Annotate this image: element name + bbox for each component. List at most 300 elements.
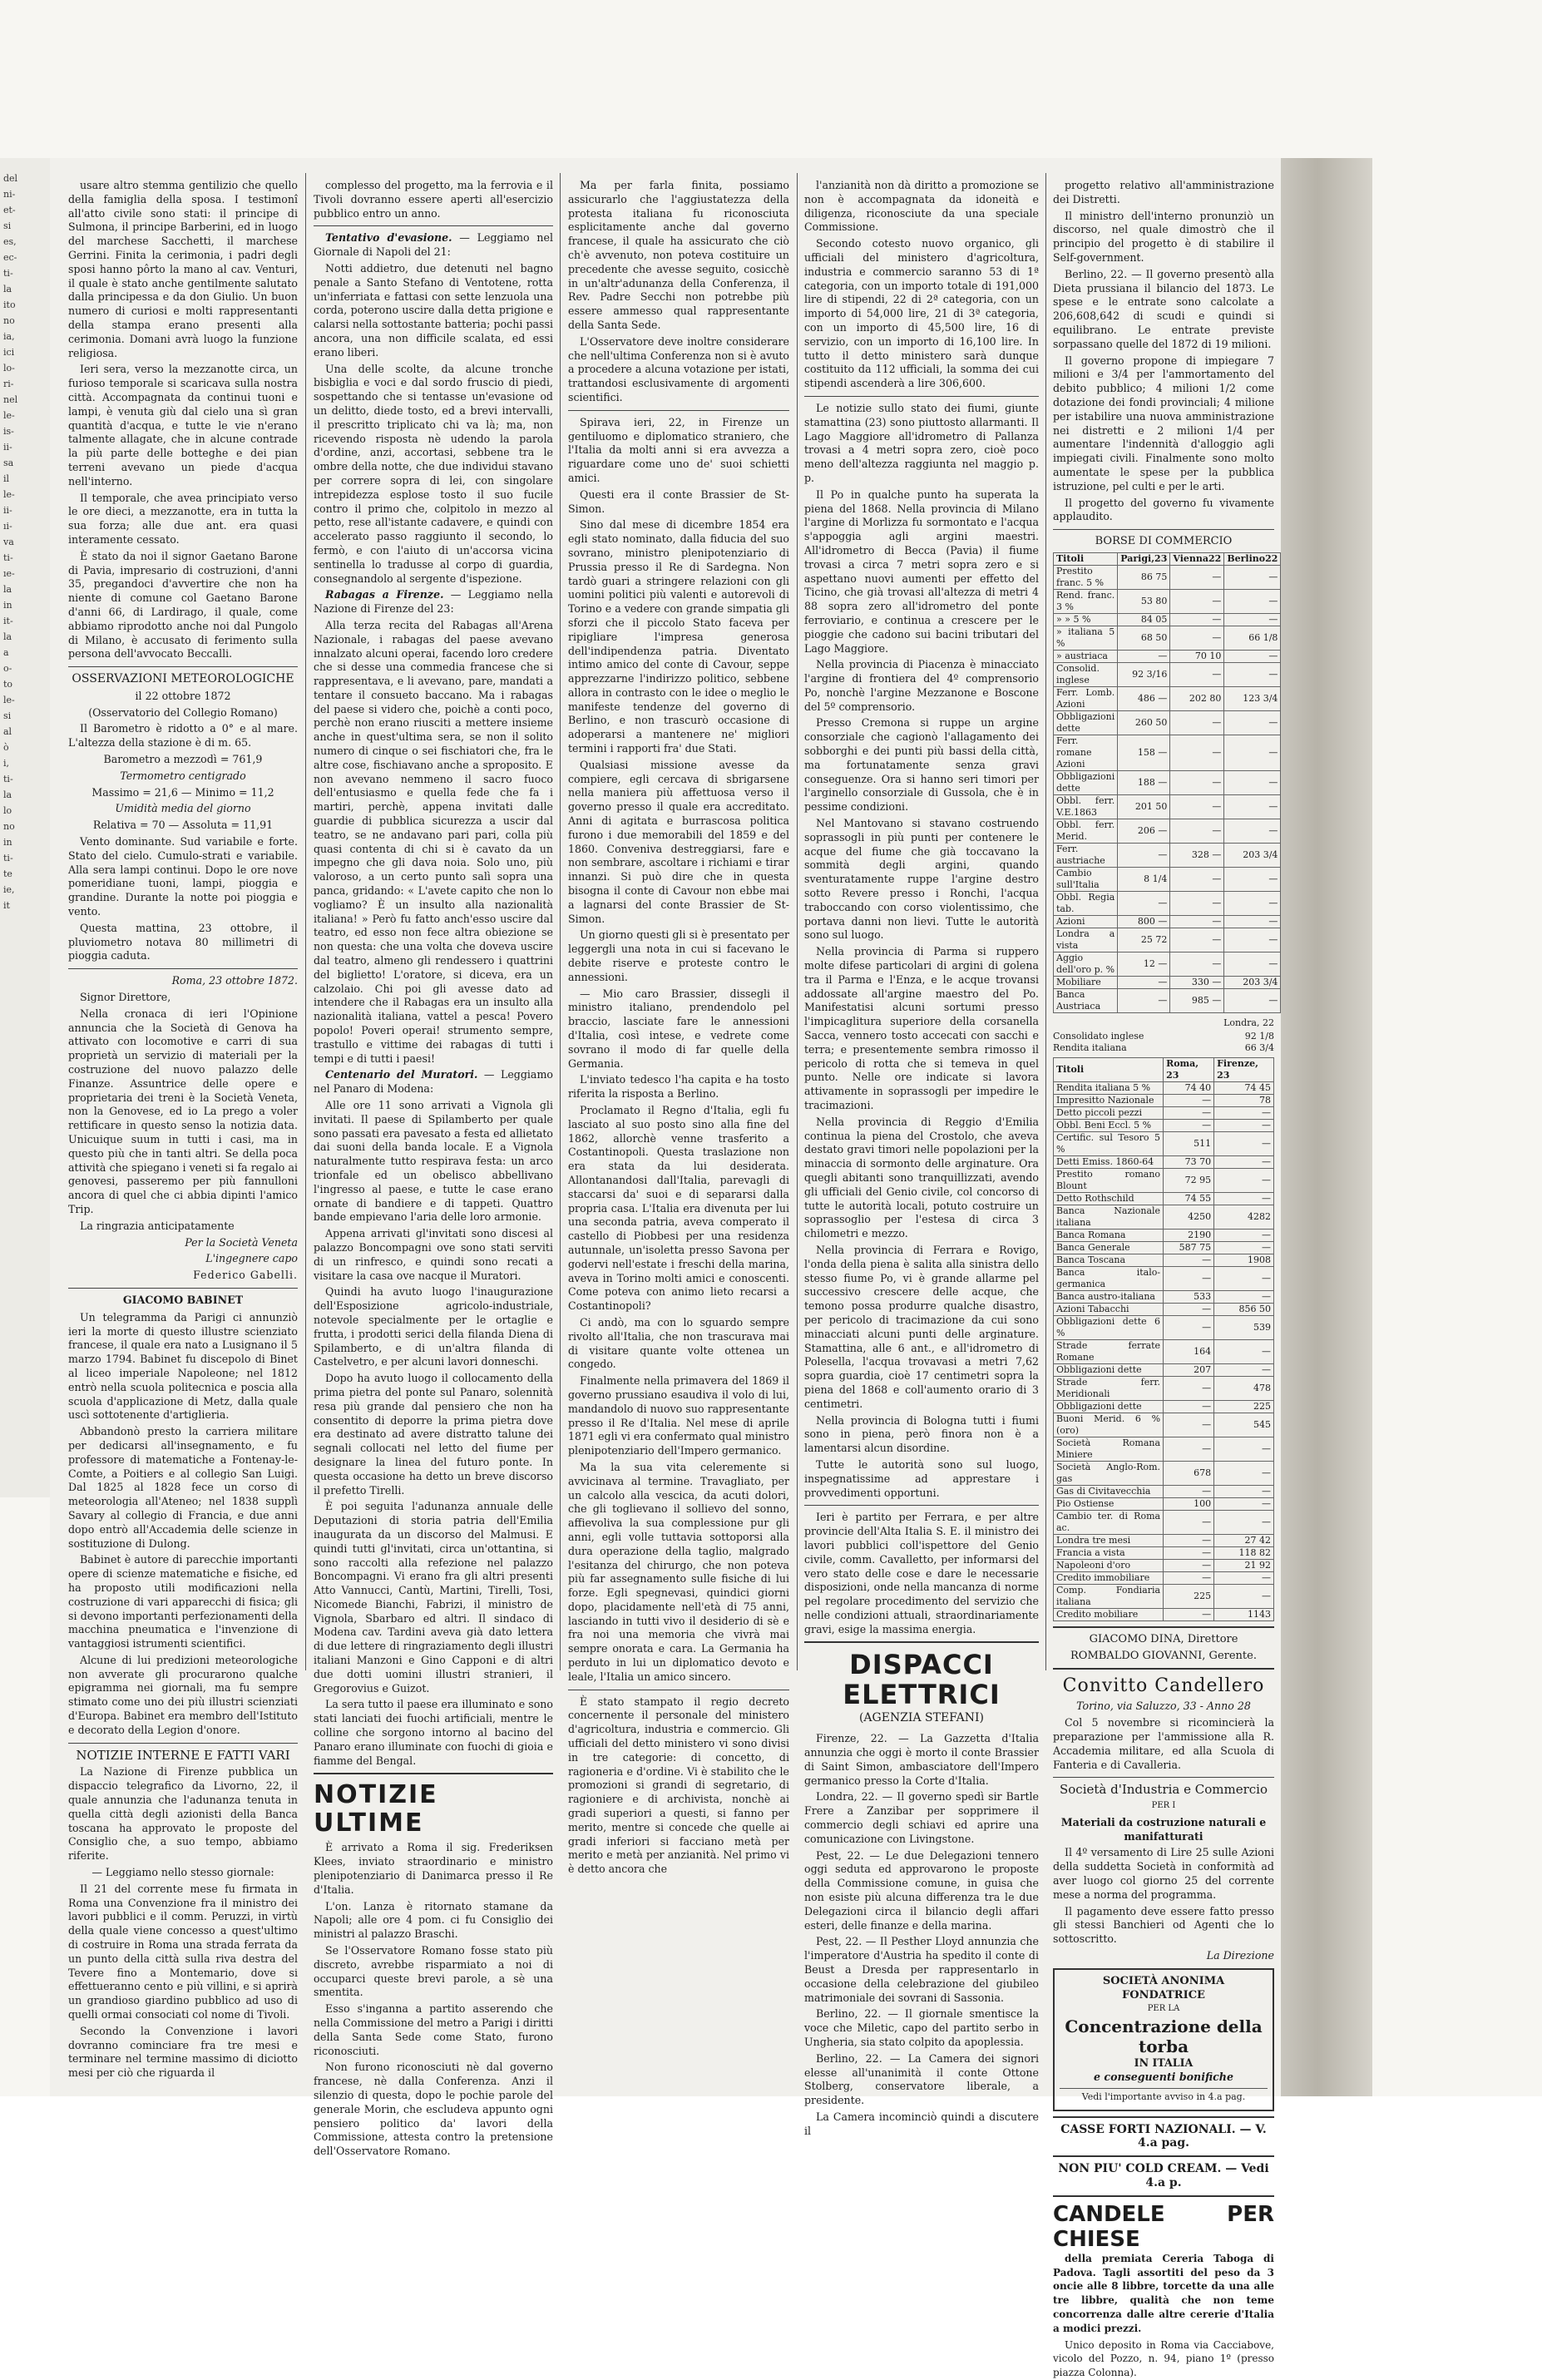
divider bbox=[1053, 1626, 1274, 1628]
londra-rows bbox=[1053, 1031, 1274, 1054]
table-cell: — bbox=[1164, 1437, 1214, 1461]
table-cell: 84 05 bbox=[1118, 613, 1170, 626]
table-cell: 100 bbox=[1164, 1497, 1214, 1510]
paragraph: Babinet è autore di parecchie importanti opere di scienze matematiche e fisiche, ed ha proposto utili modificazioni nella costruzione di vari apparecchi di fisica; gli si devono importanti perfezionamenti della macchina pneumatica e l'invenzione di vantaggiosi istrumenti scientifici. bbox=[68, 1553, 298, 1650]
table-cell: — bbox=[1224, 915, 1281, 928]
table-row bbox=[1054, 1437, 1274, 1461]
table-cell: — bbox=[1164, 1413, 1214, 1437]
table-header-cell: Titoli bbox=[1054, 552, 1118, 565]
notizie-interne-title: NOTIZIE INTERNE E FATTI VARI bbox=[76, 1747, 290, 1763]
table-cell: — bbox=[1224, 650, 1281, 662]
table-cell: Obbligazioni dette bbox=[1054, 1400, 1164, 1413]
fragment-text: la bbox=[3, 789, 12, 800]
letter-signature: Per la Società Veneta bbox=[185, 1235, 298, 1249]
convitto-text: Col 5 novembre si ricomincierà la preparazione per l'ammissione alla R. Accademia militare, ed alla Scuola di Fanteria e di Cavalleria. bbox=[1053, 1716, 1274, 1771]
table-cell: 86 75 bbox=[1118, 565, 1170, 589]
table-cell: 260 50 bbox=[1118, 710, 1170, 735]
table-row bbox=[1054, 1497, 1274, 1510]
table-row bbox=[1054, 1546, 1274, 1559]
table-cell: 478 bbox=[1214, 1376, 1274, 1400]
table-header-cell: Firenze, 23 bbox=[1214, 1057, 1274, 1081]
table-cell: 800 — bbox=[1118, 915, 1170, 928]
table-row bbox=[1054, 1400, 1274, 1413]
letter-signature: L'ingegnere capo bbox=[205, 1252, 298, 1265]
paragraph: Alla terza recita del Rabagas all'Arena Nazionale, i rabagas del paese avevano innalzato alcuni operai, facendo loro credere che si desse una commedia francese che si rappresentava, e li avevano, pare, mandati a tentare il consueto baccano. Ma i rabagas del paese si videro che, poichè a conti poco, perchè non erano riusciti a mettere insieme anche in quest'ultima sera, se non il solito numero di cinque o sei fischiatori che, fra le altre cose, fischiavano anche a sproposito. E non avevano nemmeno il sacro fuoco dell'entusiasmo e quella fede che fa i martiri, perchè, appena invitati dalle guardie di pubblica sicurezza a uscir dal teatro, se ne andavano pari pari, colla più quasi contenta di chi si è cavato da un impegno che gli dava noia. Solo uno, più valoroso, a un certo punto salì sopra una panca, gridando: « L'avete capito che non lo vogliamo? È un insulto alla nazionalità italiana! » Però fu fatto anch'esso uscire dal teatro, ed esso non fece altra obiezione se non questa: che una volta che doveva uscire dal teatro, almeno gli rendessero i quattrini del biglietto! L'oratore, si diceva, era un calzolaio. Chi poi gli avesse dato ad intendere che il Rabagas era un insulto alla nazionalità italiana, vattel a pesca! Povero popolo! Poveri operai! strumento sempre, trastullo e vittime dei rabagas di tutti i tempi e di tutti i paesi! bbox=[314, 618, 553, 1065]
paragraph: Finalmente nella primavera del 1869 il governo prussiano esaudiva il volo di lui, mandandolo di nuovo suo rappresentante presso il Re d'Italia. Nel mese di aprile 1871 egli vi era confermato qual ministro plenipotenziario dell'Impero germanico. bbox=[568, 1374, 789, 1457]
paragraph: È stato stampato il regio decreto concernente il personale del ministero d'agricoltura, industria e commercio. Gli ufficiali del detto ministero vi sono divisi in tre categorie: di concetto, di ragioneria e d'ordine. Vi è stabilito che le promozioni si grandi di segretario, di ragioniere e di archivista, nonchè ai gradi superiori a questi, si fanno per merito, mentre si concede che quelle ai gradi inferiori si facciano metà per merito e metà per anzianità. Nel primo vi è detto ancora che bbox=[568, 1695, 789, 1876]
table-row bbox=[1054, 891, 1281, 915]
rabagas-title: Rabagas a Firenze. bbox=[325, 588, 444, 601]
paragraph: Ci andò, ma con lo sguardo sempre rivolto all'Italia, che non trascurava mai di visitare quante volte ottenea un congedo. bbox=[568, 1315, 789, 1371]
table-cell: 25 72 bbox=[1118, 928, 1170, 952]
divider bbox=[1053, 1777, 1274, 1778]
table-cell: Francia a vista bbox=[1054, 1546, 1164, 1559]
londra-cell: 92 1/8 bbox=[1244, 1030, 1274, 1042]
table-row bbox=[1054, 1290, 1274, 1303]
torba-title: Concentrazione della torba bbox=[1065, 2016, 1263, 2057]
paragraph: usare altro stemma gentilizio che quello della famiglia della sposa. I testimonî all'atto civile sono stati: il principe di Sulmona, il principe Barberini, ed in luogo del marchese Sacchetti, il marchese Gerrini. Finita la cerimonia, i padri degli sposi hanno pôrto la mano al cav. Venturi, il quale è stato anche gentilmente salutato dalla principessa e da don Giulio. Un buon numero di curiosi e molti rappresentanti della stampa erano presenti alla cerimonia. Domani avrà luogo la funzione religiosa. bbox=[68, 179, 298, 359]
table-row bbox=[1054, 1266, 1274, 1290]
londra-cell: 66 3/4 bbox=[1244, 1042, 1274, 1053]
table-cell: — bbox=[1118, 988, 1170, 1012]
dispatch: Firenze, 22. — La Gazzetta d'Italia annunzia che oggi è morto il conte Brassier di Saint Simon, ambasciatore dell'Impero germanico presso la Corte d'Italia. bbox=[804, 1732, 1039, 1787]
table-cell: Strade ferr. Meridionali bbox=[1054, 1376, 1164, 1400]
table-cell: 68 50 bbox=[1118, 626, 1170, 650]
fragment-text: del bbox=[3, 173, 18, 184]
table-cell: 533 bbox=[1164, 1290, 1214, 1303]
candele-deposit: Unico deposito in Roma via Cacciabove, vicolo del Pozzo, n. 94, piano 1º (presso piazza Colonna). bbox=[1053, 2338, 1274, 2379]
table-cell: 203 3/4 bbox=[1224, 843, 1281, 867]
table-row bbox=[1054, 1363, 1274, 1376]
candele-text: della premiata Cereria Taboga di Padova. Tagli assortiti del peso da 3 oncie alle 8 libbre, torcette da una alle tre libbre, qualità che non teme concorrenza dalle altre cererie d'Italia a modici prezzi. bbox=[1053, 2252, 1274, 2334]
table-cell: Azioni bbox=[1054, 915, 1118, 928]
divider bbox=[1053, 529, 1274, 530]
table-cell: 12 — bbox=[1118, 952, 1170, 976]
table-cell: — bbox=[1164, 1571, 1214, 1584]
table-cell: Strade ferrate Romane bbox=[1054, 1339, 1164, 1363]
divider bbox=[804, 1505, 1039, 1506]
candele-title: CANDELE PER CHIESE bbox=[1053, 2201, 1274, 2252]
paragraph bbox=[314, 231, 553, 260]
table-cell: — bbox=[1170, 794, 1224, 819]
table-row bbox=[1054, 1339, 1274, 1363]
evasione-title: Tentativo d'evasione. bbox=[325, 231, 452, 245]
column-4 bbox=[804, 179, 1039, 2137]
table-cell: 66 1/8 bbox=[1224, 626, 1281, 650]
dispacci-subtitle: (AGENZIA STEFANI) bbox=[858, 1711, 985, 1725]
table-cell: Buoni Merid. 6 % (oro) bbox=[1054, 1413, 1164, 1437]
obs-line: Questa mattina, 23 ottobre, il pluviometro notava 80 millimetri di pioggia caduta. bbox=[68, 921, 298, 962]
column-3 bbox=[568, 179, 789, 1876]
table-header-cell: Berlino22 bbox=[1224, 552, 1281, 565]
table-cell: Azioni Tabacchi bbox=[1054, 1303, 1164, 1315]
fragment-text: ıi- bbox=[3, 521, 12, 532]
table-cell: — bbox=[1164, 1266, 1214, 1290]
table-cell: 4282 bbox=[1214, 1205, 1274, 1229]
table-row bbox=[1054, 1155, 1274, 1168]
paragraph: Questi era il conte Brassier de St-Simon. bbox=[568, 487, 789, 515]
table-cell: — bbox=[1214, 1106, 1274, 1119]
table-row bbox=[1054, 1254, 1274, 1266]
table-cell: — bbox=[1214, 1571, 1274, 1584]
table-cell: — bbox=[1170, 928, 1224, 952]
divider bbox=[68, 1743, 298, 1744]
column-rule bbox=[797, 173, 798, 1670]
table-row bbox=[1054, 794, 1281, 819]
column-2 bbox=[314, 179, 553, 2158]
table-row bbox=[1054, 1192, 1274, 1205]
table-row bbox=[1054, 1081, 1274, 1094]
table-cell: Ferr. Lomb. Azioni bbox=[1054, 686, 1118, 710]
table-row bbox=[1054, 1608, 1274, 1620]
obs-date: il 22 ottobre 1872 bbox=[135, 689, 231, 702]
torba-line: PER LA bbox=[1147, 2004, 1180, 2014]
table-cell: 53 80 bbox=[1118, 589, 1170, 613]
fragment-text: te bbox=[3, 868, 12, 879]
table-row bbox=[1054, 770, 1281, 794]
table-cell: 73 70 bbox=[1164, 1155, 1214, 1168]
table-header-row bbox=[1054, 1057, 1274, 1081]
fragment-text: is- bbox=[3, 426, 14, 437]
paragraph: La sera tutto il paese era illuminato e sono stati lanciati dei fuochi artificiali, mentre le colline che sorgono intorno al bacino del Panaro erano illuminate con fuochi di gioia e fiamme del Bengal. bbox=[314, 1698, 553, 1767]
letter-body: Nella cronaca di ieri l'Opinione annuncia che la Società di Genova ha attivato con locomotive e carri di sua proprietà un servizio di materiali per la costruzione del nuovo palazzo delle Finanze. Assuntrice delle opere e proprietaria dei treni è la Società Veneta, non la Genovese, ed io La prego a voler rettificare in questo senso la notizia data. Unicuique suum in tutti i casi, ma in questo più che in tanti altri. Se della poca attività che spiegano i veneti si fa regalo ai genovesi, passeremo per più fannulloni ancora di quel che ci abbia dipinti l'amico Trip. bbox=[68, 1007, 298, 1215]
table-cell: — bbox=[1118, 976, 1170, 988]
table-cell: 202 80 bbox=[1170, 686, 1224, 710]
table-cell: Banca Nazionale italiana bbox=[1054, 1205, 1164, 1229]
table-row bbox=[1054, 976, 1281, 988]
table-cell: — bbox=[1214, 1119, 1274, 1131]
table-cell: 206 — bbox=[1118, 819, 1170, 843]
paragraph: l'anzianità non dà diritto a promozione se non è accompagnata da idoneità e diligenza, riconosciute da una speciale Commissione. bbox=[804, 179, 1039, 234]
table-cell: Mobiliare bbox=[1054, 976, 1118, 988]
table-cell: Banca Toscana bbox=[1054, 1254, 1164, 1266]
torba-line: SOCIETÀ ANONIMA FONDATRICE bbox=[1102, 1974, 1225, 2001]
paragraph: Il governo propone di impiegare 7 milioni e 3/4 per l'ammortamento del debito pubblico; 4 milioni 1/2 come dotazione dei fondi provinciali; 4 milione per istabilire una nuova amministrazione nei distretti e 2 milioni 1/4 per aumentare l'indennità d'alloggio agli impiegati civili. Finalmente sono molto aumentate le spese per la pubblica istruzione, pel culti e per le arti. bbox=[1053, 354, 1274, 492]
fragment-text: ti- bbox=[3, 552, 13, 563]
gerente: ROMBALDO GIOVANNI, Gerente. bbox=[1070, 1649, 1257, 1662]
table-cell: — bbox=[1164, 1400, 1214, 1413]
paragraph: Una delle scolte, da alcune tronche bisbiglia e voci e dal sordo fruscio di piedi, sospettando che si tentasse un'evasione od un delitto, diede tosto, ed a brevi intervalli, il prescritto triplicato chi va là; ma, non ricevendo risposta nè udendo la parola d'ordine, anzi, accortasi, sebbene tra le ombre della notte, che due individui stavano per correre sopra di lei, con singolare intrepidezza esplose tosto il suo fucile contro il primo che, colpitolo in mezzo al petto, rese all'istante cadavere, e quindi con accelerato passo raggiunto il secondo, lo fermò, e con l'aiuto di un'accorsa vicina sentinella lo tradusse al corpo di guardia, consegnandolo al sergente d'ispezione. bbox=[314, 362, 553, 585]
table-cell: — bbox=[1214, 1461, 1274, 1485]
table-cell: — bbox=[1224, 952, 1281, 976]
table-cell: — bbox=[1214, 1241, 1274, 1254]
table-cell: 328 — bbox=[1170, 843, 1224, 867]
paragraph: Presso Cremona si ruppe un argine consorziale che cagionò l'allagamento dei sobborghi e dei punti più bassi della città, ma fortunatamente senza gravi conseguenze. Ora si hanno seri timori per l'arginello consorziale di Gussola, che è in pessime condizioni. bbox=[804, 716, 1039, 814]
table-row bbox=[1054, 650, 1281, 662]
fragment-text: ri- bbox=[3, 379, 14, 389]
table-row bbox=[1054, 952, 1281, 976]
paragraph: Il temporale, che avea principiato verso le ore dieci, a mezzanotte, era in tutta la sua forza; alle due ant. era quasi interamente cessato. bbox=[68, 491, 298, 546]
table-row bbox=[1054, 565, 1281, 589]
divider bbox=[68, 968, 298, 969]
babinet-title: GIACOMO BABINET bbox=[122, 1293, 244, 1306]
table-cell: Prestito romano Blount bbox=[1054, 1168, 1164, 1192]
table-cell: 225 bbox=[1214, 1400, 1274, 1413]
table-row bbox=[1054, 626, 1281, 650]
table-row bbox=[1054, 1376, 1274, 1400]
table-cell: — bbox=[1214, 1229, 1274, 1241]
table-cell: Detti Emiss. 1860-64 bbox=[1054, 1155, 1164, 1168]
table-cell: — bbox=[1224, 819, 1281, 843]
table-cell: — bbox=[1224, 565, 1281, 589]
direttore: GIACOMO DINA, Direttore bbox=[1089, 1632, 1238, 1645]
table-cell: Detto piccoli pezzi bbox=[1054, 1106, 1164, 1119]
torba-line: e conseguenti bonifiche bbox=[1094, 2071, 1233, 2084]
dispatch: Pest, 22. — Le due Delegazioni tennero oggi seduta ed approvarono le proposte della Commissione comune, in guisa che non esiste più alcuna differenza tra le due Delegazioni circa il bilancio degli affari esteri, delle finanze e della marina. bbox=[804, 1848, 1039, 1932]
divider bbox=[314, 225, 553, 226]
table-cell: » italiana 5 % bbox=[1054, 626, 1118, 650]
table-header-cell: Parigi,23 bbox=[1118, 552, 1170, 565]
table-cell: Pio Ostiense bbox=[1054, 1497, 1164, 1510]
table-cell: Banca Romana bbox=[1054, 1229, 1164, 1241]
paragraph: Nella provincia di Piacenza è minacciato l'argine di frontiera del 4º comprensorio Po, nonchè l'argine Mezzanone e Boscone del 5º comprensorio. bbox=[804, 658, 1039, 713]
table-row bbox=[1054, 1510, 1274, 1534]
table-cell: 164 bbox=[1164, 1339, 1214, 1363]
fragment-text: si bbox=[3, 220, 12, 231]
convitto-address: Torino, via Saluzzo, 33 - Anno 28 bbox=[1076, 1700, 1251, 1713]
paragraph: Nella provincia di Reggio d'Emilia continua la piena del Crostolo, che aveva destato gravi timori nelle popolazioni per la minaccia di sormonto delle arginature. Ora quegli abitanti sono tranquillizzati, avendo gli ufficiali del Genio civile, col concorso di tutte le autorità locali, potuto costruire un soprassoglio per l'estesa di circa 3 chilometri e mezzo. bbox=[804, 1115, 1039, 1240]
table-cell: Gas di Civitavecchia bbox=[1054, 1485, 1164, 1497]
convitto-title: Convitto Candellero bbox=[1062, 1675, 1265, 1697]
table-cell: — bbox=[1164, 1315, 1214, 1339]
table-cell: 985 — bbox=[1170, 988, 1224, 1012]
table-cell: — bbox=[1170, 662, 1224, 686]
table-row bbox=[1054, 915, 1281, 928]
fragment-text: ii- bbox=[3, 442, 12, 453]
fragment-text: it bbox=[3, 900, 10, 911]
table-cell: — bbox=[1164, 1510, 1214, 1534]
table-cell: — bbox=[1214, 1363, 1274, 1376]
table-cell: 201 50 bbox=[1118, 794, 1170, 819]
table-row bbox=[1054, 1303, 1274, 1315]
fragment-text: no bbox=[3, 315, 15, 326]
table-cell: 74 40 bbox=[1164, 1081, 1214, 1094]
paragraph: Nella provincia di Ferrara e Rovigo, l'onda della piena è salita alla sinistra dello stesso fiume Po, vi è grande allarme pel successivo crescere delle acque, che temono possa produrre qualche disastro, per pericolo di tracimazione da cui sono minacciati alcuni punti delle arginature. Stamattina, alle 6 ant., e all'idrometro di Polesella, l'acqua trovavasi a metri 7,62 sopra guardia, cioè 17 centimetri sopra la piena del 1868 e coll'aumento orario di 3 centimetri. bbox=[804, 1243, 1039, 1410]
londra-cell: Consolidato inglese bbox=[1053, 1030, 1144, 1042]
paragraph: Ieri sera, verso la mezzanotte circa, un furioso temporale si scaricava sulla nostra città. Accompagnata da continui tuoni e lampi, è venuta giù dal cielo una sì gran quantità d'acqua, e tutte le vie n'erano talmente allagate, che in alcune contrade la più parte delle botteghe e dei pian terreni avevano un piede d'acqua nell'interno. bbox=[68, 363, 298, 487]
table-cell: — bbox=[1164, 1534, 1214, 1546]
divider bbox=[68, 666, 298, 667]
paragraph: Il progetto del governo fu vivamente applaudito. bbox=[1053, 496, 1274, 523]
table-cell: — bbox=[1170, 735, 1224, 770]
paragraph: complesso del progetto, ma la ferrovia e il Tivoli dovranno essere aperti all'esercizio pubblico entro un anno. bbox=[314, 179, 553, 220]
paragraph: Tutte le autorità sono sul luogo, inspegnatissime ad apprestare i provvedimenti opportuni. bbox=[804, 1457, 1039, 1499]
paragraph: L'inviato tedesco l'ha capita e ha tosto riferita la risposta a Berlino. bbox=[568, 1073, 789, 1101]
table-cell: — bbox=[1224, 891, 1281, 915]
table-row bbox=[1054, 1119, 1274, 1131]
fragment-text: ò bbox=[3, 742, 9, 753]
dispatch: Berlino, 22. — La Camera dei signori elesse all'unanimità il conte Ottone Stolberg, conservatore liberale, a presidente. bbox=[804, 2051, 1039, 2107]
table-row bbox=[1054, 1131, 1274, 1155]
dispatch: La Camera incominciò quindi a discutere il bbox=[804, 2110, 1039, 2137]
table-cell: Banca austro-italiana bbox=[1054, 1290, 1164, 1303]
table-cell: — bbox=[1170, 915, 1224, 928]
column-5 bbox=[1053, 179, 1278, 2379]
table-row bbox=[1054, 1241, 1274, 1254]
obs-line: Massimo = 21,6 — Minimo = 11,2 bbox=[91, 785, 274, 799]
table-cell: 70 10 bbox=[1170, 650, 1224, 662]
table-row bbox=[1054, 928, 1281, 952]
table-cell: — bbox=[1170, 626, 1224, 650]
societa-text: Il pagamento deve essere fatto presso gli stessi Banchieri od Agenti che lo sottoscritto. bbox=[1053, 1904, 1274, 1946]
fragment-text: la bbox=[3, 631, 12, 642]
table-header-row bbox=[1054, 552, 1281, 565]
table-row bbox=[1054, 1534, 1274, 1546]
divider bbox=[1053, 2116, 1274, 2118]
paragraph: Nella provincia di Parma si ruppero molte difese particolari di argini di golena tra il Parma e l'Enza, e le acque trovansi addossate all'argine maestro del Po. Manifestatisi alcuni sortumi presso l'impicaglitura superiore della corsanella Sacca, vennero tosto accecati con sacchi e terra; e presentemente sembra rimosso il pericolo di rotta che si temeva in quel punto. Nelle ore indicate si lavora attivamente in soprassogli per impedire le tracimazioni. bbox=[804, 945, 1039, 1111]
table-cell: Credito immobiliare bbox=[1054, 1571, 1164, 1584]
table-cell: 486 — bbox=[1118, 686, 1170, 710]
table-cell: Consolid. inglese bbox=[1054, 662, 1118, 686]
societa-subtitle: Materiali da costruzione naturali e manifatturati bbox=[1060, 1815, 1267, 1843]
table-cell: — bbox=[1214, 1485, 1274, 1497]
dispatch: Berlino, 22. — Il giornale smentisce la voce che Miletic, capo del partito serbo in Ungheria, sia stato colpito da apoplessia. bbox=[804, 2007, 1039, 2049]
paragraph: Non furono riconosciuti nè dal governo francese, nè dalla Conferenza. Anzi il silenzio di questa, dopo le pochie parole del generale Morin, che escludeva appunto ogni pensiero politico da' lavori della Commissione, attesta contro la pretensione dell'Osservatore Romano. bbox=[314, 2061, 553, 2158]
table-cell: Londra a vista bbox=[1054, 928, 1118, 952]
fragment-text: le- bbox=[3, 410, 15, 421]
paragraph bbox=[314, 588, 553, 616]
paragraph: L'Osservatore deve inoltre considerare che nell'ultima Conferenza non si è avuto a procedere a alcuna votazione per istati, trattandosi esclusivamente di argomenti scientifici. bbox=[568, 334, 789, 403]
table-row bbox=[1054, 867, 1281, 891]
fragment-text: es, bbox=[3, 236, 17, 247]
table-row bbox=[1054, 686, 1281, 710]
fragment-text: ici bbox=[3, 347, 15, 358]
table-cell: — bbox=[1170, 613, 1224, 626]
table-cell: 207 bbox=[1164, 1363, 1214, 1376]
societa-signature: La Direzione bbox=[1206, 1949, 1274, 1962]
fragment-text: it- bbox=[3, 616, 13, 626]
table-cell: 4250 bbox=[1164, 1205, 1214, 1229]
table-cell: Società Romana Miniere bbox=[1054, 1437, 1164, 1461]
torba-line: IN ITALIA bbox=[1134, 2056, 1194, 2070]
divider bbox=[568, 410, 789, 411]
table-cell: 21 92 bbox=[1214, 1559, 1274, 1571]
paragraph: Ieri è partito per Ferrara, e per altre provincie dell'Alta Italia S. E. il ministro dei lavori pubblici coll'ispettore del Genio civile, comm. Cavalletto, per informarsi del vero stato delle cose e dare le necessarie disposizioni, onde nella mancanza di norme pel regolare procedimento del servizio che nelle condizioni attuali, straordinariamente gravi, esige la massima energia. bbox=[804, 1511, 1039, 1635]
letter-date: Roma, 23 ottobre 1872. bbox=[171, 974, 298, 987]
table-cell: — bbox=[1170, 952, 1224, 976]
table-cell: — bbox=[1164, 1376, 1214, 1400]
obs-line: Vento dominante. Sud variabile e forte. Stato del cielo. Cumulo-strati e variabile. Alla sera lampi continui. Dopo le ore nove pomeridiane tuoni, lampi, pioggia e grandine. Durante la notte poi pioggia e vento. bbox=[68, 835, 298, 918]
table-cell: Ferr. romane Azioni bbox=[1054, 735, 1118, 770]
fragment-text: ni- bbox=[3, 189, 16, 200]
table-cell: Banca Generale bbox=[1054, 1241, 1164, 1254]
table-cell: » » 5 % bbox=[1054, 613, 1118, 626]
table-cell: — bbox=[1164, 1546, 1214, 1559]
table-cell: Cambio sull'Italia bbox=[1054, 867, 1118, 891]
table-cell: 78 bbox=[1214, 1094, 1274, 1106]
table-cell: — bbox=[1214, 1192, 1274, 1205]
table-header-cell: Vienna22 bbox=[1170, 552, 1224, 565]
paragraph: — Mio caro Brassier, dissegli il ministro italiano, prendendolo pel braccio, lasciate fare le annessioni d'Italia, così intese, e vedrete come sovrano il modo di far quelle della Germania. bbox=[568, 987, 789, 1070]
fragment-text: le- bbox=[3, 695, 15, 705]
table-row bbox=[1054, 1559, 1274, 1571]
torba-line: Vedi l'importante avviso in 4.a pag. bbox=[1060, 2088, 1268, 2105]
table-row bbox=[1054, 662, 1281, 686]
table-cell: 587 75 bbox=[1164, 1241, 1214, 1254]
cold-cream-advert: NON PIU' COLD CREAM. — Vedi 4.a p. bbox=[1058, 2162, 1269, 2190]
table-row bbox=[1054, 1094, 1274, 1106]
table-cell: Ferr. austriache bbox=[1054, 843, 1118, 867]
paragraph: Berlino, 22. — Il governo presentò alla Dieta prussiana il bilancio del 1873. Le spese e le entrate sono calcolate a 206,608,642 di scudi e quindi si equilibrano. Le entrate previste sorpassano quelle del 1872 di 19 milioni. bbox=[1053, 267, 1274, 350]
paragraph: È stato da noi il signor Gaetano Barone di Pavia, impresario di costruzioni, d'anni 35, pregandoci d'avvertire che non ha niente di comune col Gaetano Barone d'anni 66, di Lardirago, il quale, come abbiamo riprodotto anche noi dal Pungolo di Milano, è accusato di ferimento sulla persona dell'avvocato Beccalli. bbox=[68, 549, 298, 661]
paragraph: Le notizie sullo stato dei fiumi, giunte stamattina (23) sono piuttosto allarmanti. Il Lago Maggiore all'idrometro di Pallanza trovasi a 4 metri sopra zero, cioè poco meno dell'altezza raggiunta nel maggio p. p. bbox=[804, 401, 1039, 484]
paragraph: La Nazione di Firenze pubblica un dispaccio telegrafico da Livorno, 22, il quale annunzia che l'adunanza tenuta in quella città degli azionisti della Banca toscana ha approvato le proposte del Consiglio che, a suo tempo, abbiamo riferite. bbox=[68, 1765, 298, 1863]
table-cell: Società Anglo-Rom. gas bbox=[1054, 1461, 1164, 1485]
paragraph: Nel Mantovano si stavano costruendo soprassogli in più punti per contenere le acque del fiume che già toccavano la sommità degli argini, quando sventuratamente ruppe l'argine destro sotto Revere presso i Ronchi, l'acqua traboccando con corso violentissimo, che portava danni non lievi. Tutte le autorità sono sul luogo. bbox=[804, 817, 1039, 942]
fragment-text: le- bbox=[3, 489, 15, 500]
table-cell: — bbox=[1214, 1266, 1274, 1290]
fragment-text: nel bbox=[3, 394, 18, 405]
table-cell: Prestito franc. 5 % bbox=[1054, 565, 1118, 589]
evasione-lead: — Leggiamo nel Giornale di Napoli del 21: bbox=[314, 231, 553, 259]
fragment-text: in bbox=[3, 600, 12, 611]
table-cell: — bbox=[1214, 1510, 1274, 1534]
table-cell: 856 50 bbox=[1214, 1303, 1274, 1315]
table-cell: — bbox=[1170, 710, 1224, 735]
table-cell: — bbox=[1214, 1290, 1274, 1303]
table-cell: — bbox=[1164, 1094, 1214, 1106]
obs-line: Umidità media del giorno bbox=[115, 802, 251, 815]
paragraph: L'on. Lanza è ritornato stamane da Napoli; alle ore 4 pom. ci fu Consiglio dei ministri al palazzo Braschi. bbox=[314, 1899, 553, 1941]
paragraph: Notti addietro, due detenuti nel bagno penale a Santo Stefano di Ventotene, rotta un'inferriata e fattasi con sette lenzuola una corda, poterono uscire dalla detta prigione e calarsi nella sottostante batteria; pochi passi ancora, una non difficile scalata, ed essi erano liberi. bbox=[314, 261, 553, 359]
table-cell: — bbox=[1214, 1584, 1274, 1608]
table-cell: 1908 bbox=[1214, 1254, 1274, 1266]
table-row bbox=[1054, 1106, 1274, 1119]
table-cell: Obbligazioni dette bbox=[1054, 710, 1118, 735]
divider bbox=[314, 1773, 553, 1774]
obs-subtitle: (Osservatorio del Collegio Romano) bbox=[88, 705, 278, 719]
fragment-text: va bbox=[3, 537, 14, 547]
londra-head-row bbox=[1053, 1017, 1274, 1031]
table-row bbox=[1054, 1205, 1274, 1229]
table-cell: — bbox=[1224, 928, 1281, 952]
table-row bbox=[1054, 1485, 1274, 1497]
obs-line: Il Barometro è ridotto a 0° e al mare. L'altezza della stazione è di m. 65. bbox=[68, 722, 298, 750]
table-cell: — bbox=[1118, 891, 1170, 915]
paragraph: Ma per farla finita, possiamo assicurarlo che l'aggiustatezza della protesta italiana fu riconosciuta esplicitamente anche dal governo francese, il quale ha assicurato che ciò ch'è avvenuto, non poteva costituire un precedente che avesse seguito, cosicchè in un'altr'adunanza della Conferenza, il Rev. Padre Secchi non potrebbe più essere ammesso qual rappresentante della Santa Sede. bbox=[568, 179, 789, 331]
table-cell: — bbox=[1224, 735, 1281, 770]
table-row bbox=[1054, 1168, 1274, 1192]
table-cell: 511 bbox=[1164, 1131, 1214, 1155]
table-row bbox=[1054, 589, 1281, 613]
fragment-text: lo bbox=[3, 805, 12, 816]
table-cell: — bbox=[1224, 770, 1281, 794]
table-cell: — bbox=[1224, 613, 1281, 626]
fragment-text: la bbox=[3, 584, 12, 595]
table-cell: Obbligazioni dette 6 % bbox=[1054, 1315, 1164, 1339]
divider bbox=[1053, 2155, 1274, 2157]
table-cell: » austriaca bbox=[1054, 650, 1118, 662]
table-cell: 2190 bbox=[1164, 1229, 1214, 1241]
fragment-text: ii- bbox=[3, 505, 12, 516]
paragraph: Il ministro dell'interno pronunziò un discorso, nel quale dimostrò che il principio del progetto è di stabilire il Self-government. bbox=[1053, 209, 1274, 264]
column-rule bbox=[1045, 173, 1046, 1670]
table-cell: Certific. sul Tesoro 5 % bbox=[1054, 1131, 1164, 1155]
letter-signature: Federico Gabelli. bbox=[193, 1269, 298, 1282]
fragment-text: si bbox=[3, 710, 12, 721]
fragment-text: lo- bbox=[3, 363, 15, 374]
table-cell: 203 3/4 bbox=[1224, 976, 1281, 988]
obs-line: Termometro centigrado bbox=[120, 769, 246, 782]
paragraph: Il Po in qualche punto ha superata la piena del 1868. Nella provincia di Milano l'argine di Morlizza fu sormontato e l'acqua s'appoggia agli argini maestri. All'idrometro di Becca (Pavia) il fiume trovasi a circa 7 metri sopra zero e si aspettano nuovi aumenti per effetto del Ticino, che già trovasi all'altezza di metri 4 88 sopra zero all'idrometro del ponte ferroviario, e continua a crescere per le pioggie che cadono sui bacini tributari del Lago Maggiore. bbox=[804, 487, 1039, 655]
fragment-text: ito bbox=[3, 299, 16, 310]
paragraph: Nella provincia di Bologna tutti i fiumi sono in piena, però finora non è a lamentarsi alcun disordine. bbox=[804, 1413, 1039, 1455]
table-cell: — bbox=[1214, 1437, 1274, 1461]
divider bbox=[1053, 2195, 1274, 2197]
table-row bbox=[1054, 1413, 1274, 1437]
table-cell: — bbox=[1224, 794, 1281, 819]
table-cell: Obbligazioni dette bbox=[1054, 1363, 1164, 1376]
